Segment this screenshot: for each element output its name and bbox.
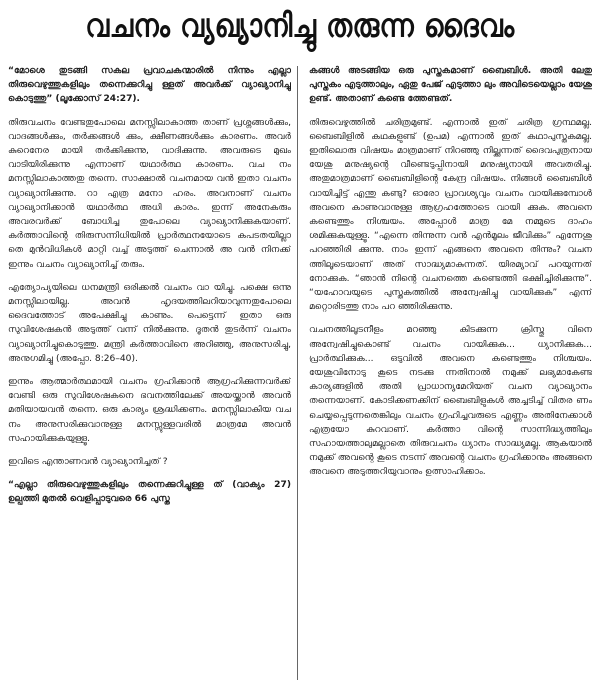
paragraph-ethiopian-minister: എത്യോപ്യയിലെ ധനമന്ത്രി ഒരിക്കൽ വചനം വാ യിച്ചു. പക്ഷെ ഒന്നു മനസ്സിലായില്ല. അവൻ ഹൃദയത്തിലറിയാവുന്നതുപോലെ ദൈവത്തോട് അപേക്ഷിച്ചു കാണും. പെട്ടെന്ന് ഇതാ ഒരു സുവിശേഷകൻ അടുത്ത് വന്ന് നിൽക്കുന്നു. ദൂതൻ തുടർന്ന് വചനം വ്യാഖ്യാനിച്ചുകൊടുത്തു. മന്ത്രി കർത്താവിനെ അറിഞ്ഞു, അനുസരിച്ചു, അനുഗമിച്ചു (അപ്പോ. 8:26–40). (8, 282, 291, 364)
opening-quote: “മോശെ തുടങ്ങി സകല പ്രവാചകന്മാരിൽ നിന്നും എല്ലാ തിരുവെഴുത്തുകളിലും തന്നെക്കുറിച്ചു ള്ളത് അവർക്ക് വ്യാഖ്യാനിച്ചു കൊടുത്തു” (ലൂക്കോസ് 24:27). (8, 66, 291, 105)
paragraph-word-understanding: തിരുവചനം വേണ്ടതുപോലെ മനസ്സിലാകാത്ത താണ് പ്രശ്നങ്ങൾക്കും, വാദങ്ങൾക്കും, തർക്കങ്ങൾ ക്കും, ക്ഷീണങ്ങൾക്കും കാരണം. അവർ കുറെനേര മായി തർക്കിക്കുന്നു, വാദിക്കുന്നു. അവരുടെ മുഖം വാടിയിരിക്കുന്നു എന്നാണ് യഥാർത്ഥ കാരണം. വച നം മനസ്സിലാകാത്തതു തന്നെ. സാക്ഷാൽ വചനമായ വൻ ഇതാ വചനം വ്യാഖ്യാനിക്കുന്നു. റാ എത്ര മനോ ഹരം. അവനാണ് വചനം വ്യാഖ്യാനിക്കാൻ യഥാർത്ഥ അധി കാരം. ഇന്ന് അനേകരും അവരവർക്ക് ബോധിച്ച തുപോലെ വ്യാഖ്യാനിക്കുകയാണ്. കർത്താവിന്റെ തിരുസന്നിധിയിൽ പ്രാർത്ഥനയോടെ കപടതയില്ലാ തെ മുൻവിധികൾ മാറ്റി വച്ച് അടുത്ത് ചെന്നാൽ അ വൻ നിനക്ക് ഇന്നും വചനം വ്യാഖ്യാനിച്ച് തരും. (8, 117, 291, 270)
paragraph-bible-books: കങ്ങൾ അടങ്ങിയ ഒരു പുസ്തകമാണ് ബൈബിൾ. അതി ലേതു പുസ്തകം എടുത്താലും, ഏതു പേജ് എടുത്താ ലും അവിടെയെല്ലാം യേശു ഉണ്ട്. അതാണ് കണ്ടെ ത്തേണ്ടത്. (309, 66, 592, 105)
paragraph-all-scriptures: “എല്ലാ തിരുവെഴുത്തുകളിലും തന്നെക്കുറിച്ചുള്ള ത് (വാക്യം 27) ഉല്പത്തി മുതൽ വെളിപ്പാടുവരെ 66 പുസ്ത (8, 480, 291, 505)
right-column (309, 64, 592, 682)
article-title-wrap (0, 4, 600, 50)
paragraph-sending-evangelist: ഇന്നും ആത്മാർത്ഥമായി വചനം ഗ്രഹിക്കാൻ ആഗ്രഹിക്കുന്നവർക്ക് വേണ്ടി ഒരു സുവിശേഷകനെ ഭവനത്തിലേക്ക് അയയ്ക്കാൻ അവൻ മതിയായവൻ തന്നെ. ഒരു കാര്യം ശ്രദ്ധിക്കണം. മനസ്സിലാകിയ വച നം അനുസരിക്കുവാനുള്ള മനസ്സുള്ളവരിൽ മാത്രമേ അവൻ സഹായിക്കുകയുള്ളൂ. (8, 377, 291, 444)
left-column (8, 64, 291, 682)
column-divider (297, 66, 298, 680)
paragraph-history-and-stories: തിരുവെഴുത്തിൽ ചരിത്രമുണ്ട്. എന്നാൽ ഇത് ചരിത്ര ഗ്രന്ഥമല്ല. ബൈബിളിൽ കഥകളുണ്ട് (ഉപമ) എന്നാൽ ഇത് കഥാപുസ്തകമല്ല. ഇതിലൊരു വിഷയം മാത്രമാണ് നിറഞ്ഞു നില്ക്കുന്നത് ദൈവപുത്രനായ യേശു മനുഷ്യന്റെ വീണ്ടെടുപ്പിനായി മനുഷ്യനായി അവതരിച്ചു. അതുമാത്രമാണ് ബൈബിളിന്റെ കേന്ദ്ര വിഷയം. നിങ്ങൾ ബൈബിൾ വായിച്ചിട്ട് എന്തു കണ്ടു? ഓരോ പ്രാവശ്യവും വചനം വായിക്കുമ്പോൾ അവനെ കാണുവാനുള്ള ആഗ്രഹത്തോടെ വായി ക്കുക. അവനെ കണ്ടെത്തും നിശ്ചയം. അപ്പോൾ മാത്ര മേ നമ്മുടെ ദാഹം ശമിക്കുകയുള്ളൂ. “എന്നെ തിന്നുന്ന വൻ എൻമൂലം ജീവിക്കും” എന്നേശു പറഞ്ഞിരി ക്കുന്നു. നാം ഇന്ന് എങ്ങനെ അവനെ തിന്നും? വചന ത്തിലൂടെയാണ് അത് സാദ്ധ്യമാകുന്നത്. യിരമ്യാവ് പറയുന്നത് നോക്കുക. “ഞാൻ നിന്റെ വചനത്തെ കണ്ടെത്തി ഭക്ഷിച്ചിരിക്കുന്നു”. “യഹോവയുടെ പുസ്തകത്തിൽ അന്വേഷിച്ചു വായിക്കുക” എന്ന് മറ്റൊരിടത്തു നാം പറ ഞ്ഞിരിക്കുന്നു. (309, 117, 592, 313)
paragraph-question: ഇവിടെ എന്താണവൻ വ്യാഖ്യാനിച്ചത് ? (8, 457, 168, 468)
paragraph-seek-christ: വചനത്തിലൂടനീളം മറഞ്ഞു കിടക്കുന്ന ക്രിസ്തു വിനെ അന്വേഷിച്ചുകൊണ്ട് വചനം വായിക്കുക... ധ്യാനിക്കുക... പ്രാർത്ഥിക്കുക... ഒടുവിൽ അവനെ കണ്ടെത്തും നിശ്ചയം. യേശുവിനോടു കൂടെ നടക്കു ന്നതിനാൽ നമുക്ക് ലഭ്യമാകേണ്ട കാര്യങ്ങളിൽ അതി പ്രാധാന്യമേറിയത് വചന വ്യാഖ്യാനം തന്നെയാണ്. കോടിക്കണക്കിന് ബൈബിളുകൾ അച്ചടിച്ച് വിതര ണം ചെയ്യപ്പെടുന്നതെങ്കിലും വചനം ഗ്രഹിച്ചവരുടെ എണ്ണം അതിനേക്കാൾ എത്രയോ കുറവാണ്. കർത്താ വിന്റെ സാന്നിദ്ധ്യത്തിലും സഹായത്താലുമല്ലാതെ തിരുവചനം ധ്യാനം സാദ്ധ്യമല്ല. ആകയാൽ നമുക്ക് അവന്റെ കൂടെ നടന്ന് അവന്റെ വചനം ഗ്രഹിക്കാനും അങ്ങനെ അവനെ അടുത്തറിയുവാനും ഉത്സാഹിക്കാം. (309, 325, 592, 478)
article-title: വചനം വ്യഖ്യാനിച്ചു തരുന്ന ദൈവം (85, 8, 515, 45)
